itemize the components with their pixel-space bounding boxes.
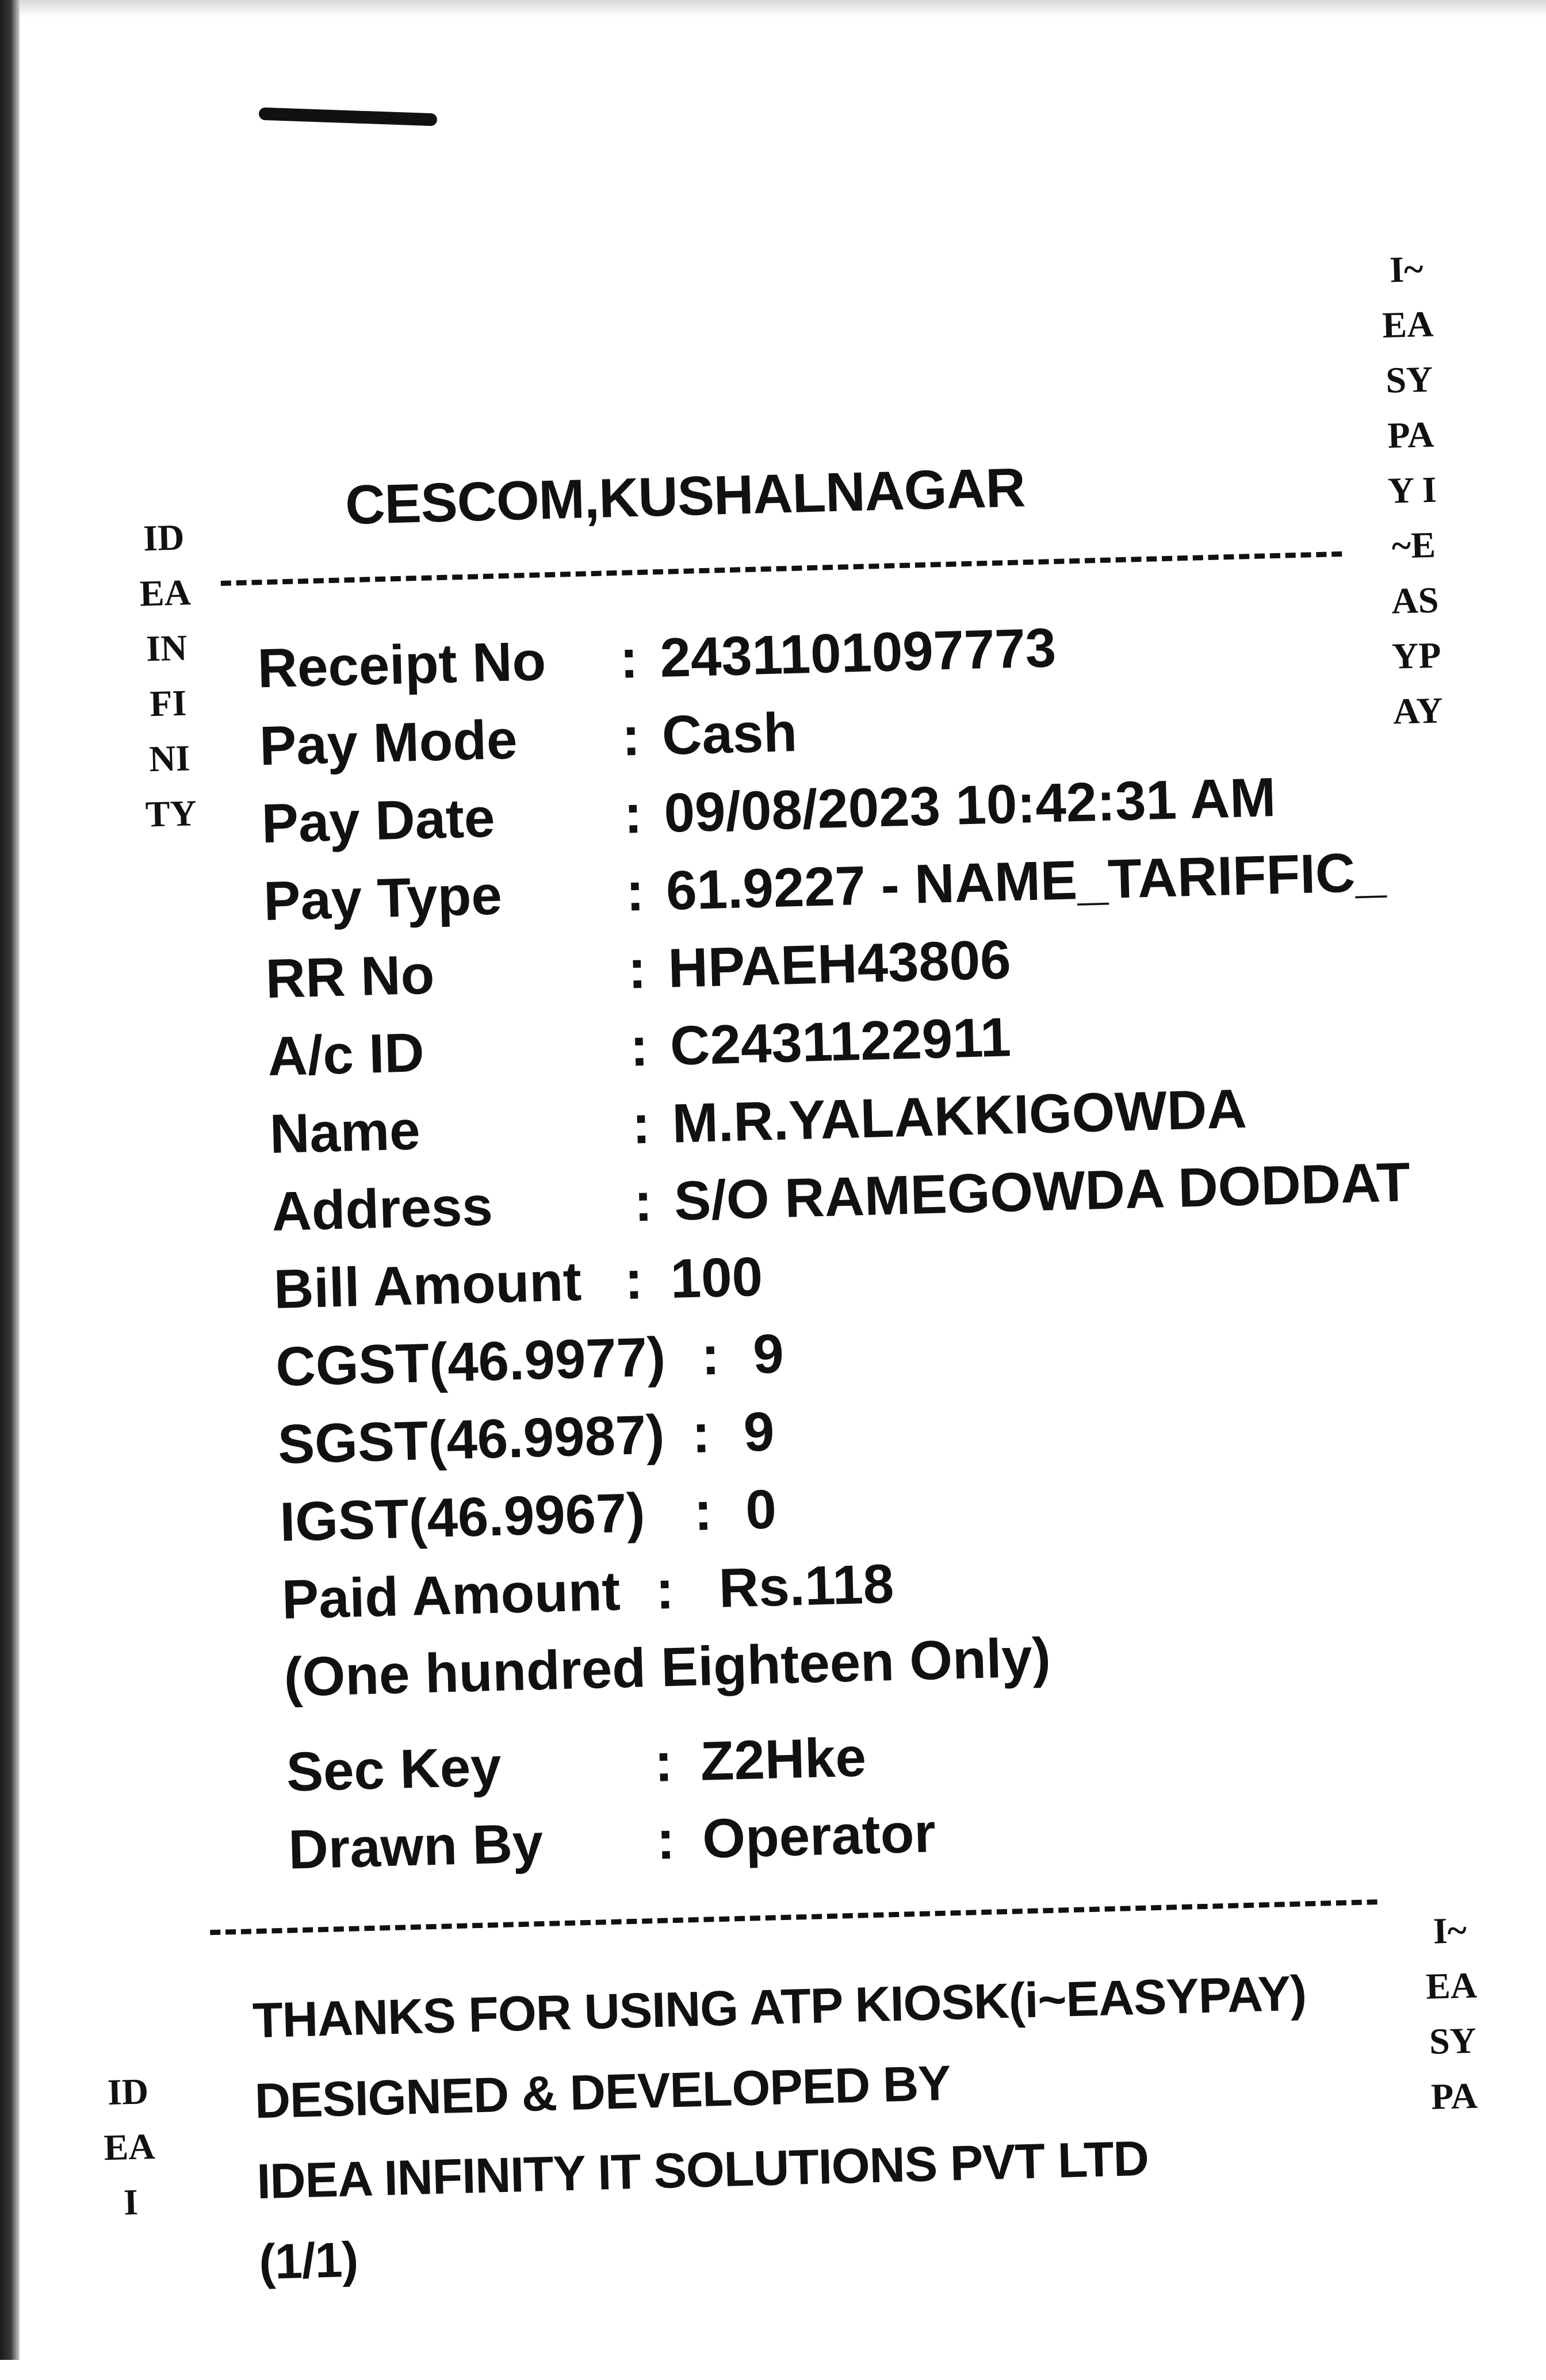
amount-separator: : [655, 1558, 675, 1621]
receipt-title: CESCOM,KUSHALNAGAR [344, 457, 1026, 536]
side-text-left-bottom: IDEA I [103, 2071, 156, 2223]
field-label: Pay Mode [258, 708, 518, 777]
amount-value: 9 [752, 1323, 785, 1386]
field-separator: : [627, 938, 648, 1001]
field-separator: : [629, 1015, 649, 1078]
field-label: Pay Type [262, 864, 503, 933]
amount-separator: : [693, 1480, 713, 1542]
amount-label: IGST(46.9967) [279, 1482, 646, 1553]
footer-company: IDEA INFINITY IT SOLUTIONS PVT LTD [256, 2130, 1150, 2210]
meta-label: Sec Key [285, 1735, 502, 1803]
field-label: Pay Date [261, 787, 496, 855]
field-value: 61.9227 - NAME_TARIFFIC_ [665, 841, 1387, 922]
side-text-right-bottom: I~EASYPA [1425, 1910, 1478, 2117]
field-label: Name [269, 1099, 421, 1166]
meta-separator: : [653, 1731, 674, 1793]
meta-value: Operator [701, 1802, 937, 1870]
meta-separator: : [655, 1809, 676, 1871]
field-separator: : [619, 628, 639, 690]
meta-value: Z2Hke [699, 1726, 867, 1792]
field-value: S/O RAMEGOWDA DODDAT [673, 1151, 1411, 1232]
amount-label: CGST(46.9977) [275, 1326, 667, 1398]
header-divider [221, 551, 1342, 586]
amount-label: SGST(46.9987) [277, 1404, 665, 1475]
field-separator: : [625, 860, 645, 923]
amount-separator: : [700, 1324, 721, 1387]
amount-value: 9 [743, 1401, 775, 1463]
side-text-left-top: IDEA INFINITY [139, 516, 197, 835]
field-value: C2431122911 [669, 1006, 1012, 1077]
field-separator: : [623, 783, 643, 845]
field-value: M.R.YALAKKIGOWDA [671, 1078, 1247, 1155]
footer-thanks: THANKS FOR USING ATP KIOSK(i~EASYPAY) [252, 1965, 1307, 2049]
field-label: Receipt No [257, 630, 547, 700]
field-separator: : [633, 1171, 653, 1233]
amount-separator: : [691, 1402, 711, 1465]
amount-value: Rs.118 [718, 1553, 895, 1619]
amount-label: Paid Amount [281, 1560, 621, 1631]
field-separator: : [621, 705, 641, 768]
field-value: HPAEH43806 [667, 929, 1012, 999]
amount-value: 0 [744, 1478, 778, 1541]
footer-designed-by: DESIGNED & DEVELOPED BY [254, 2055, 951, 2129]
footer-divider [210, 1899, 1377, 1935]
amount-value: 100 [669, 1245, 764, 1310]
field-value: Cash [661, 701, 798, 766]
field-label: Address [271, 1175, 493, 1243]
meta-label: Drawn By [288, 1812, 544, 1881]
side-text-right-top: I~EASYPAY I~EASYPAY [1382, 248, 1444, 732]
amount-label: Bill Amount [273, 1250, 583, 1320]
field-value: 09/08/2023 10:42:31 AM [663, 766, 1277, 844]
field-separator: : [631, 1093, 652, 1156]
amount-in-words: (One hundred Eighteen Only) [283, 1626, 1052, 1708]
field-label: A/c ID [267, 1021, 425, 1088]
field-label: RR No [265, 944, 435, 1010]
field-value: 2431101097773 [659, 616, 1057, 689]
footer-page-count: (1/1) [258, 2232, 359, 2290]
amount-separator: : [623, 1249, 644, 1311]
